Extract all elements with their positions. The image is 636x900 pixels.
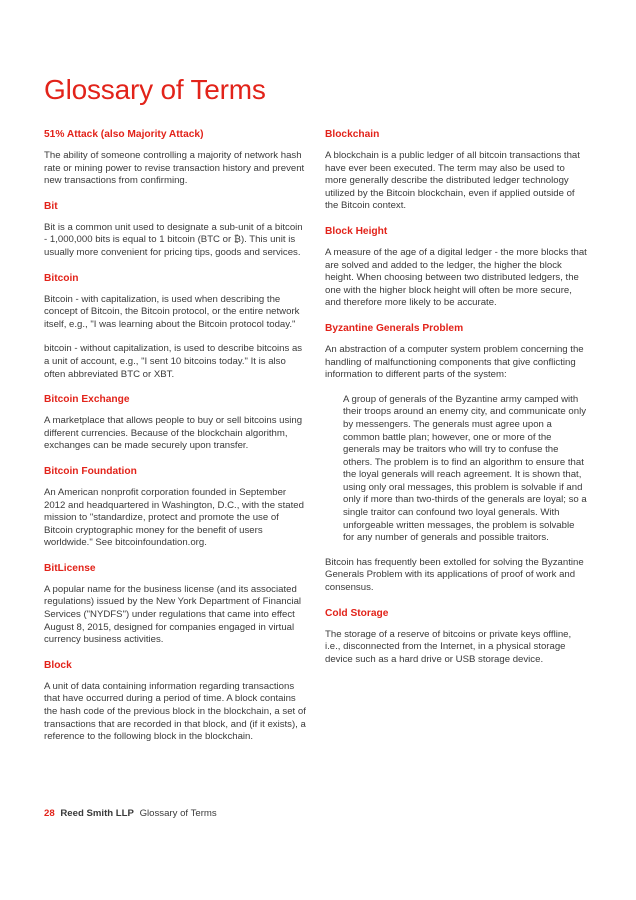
term-bitcoin-exchange: Bitcoin Exchange: [44, 394, 130, 406]
page-title: Glossary of Terms: [44, 74, 266, 105]
definition-byzantine-outro: Bitcoin has frequently been extolled for solving the Byzantine Generals Problem with its applications of proof of work and consensus.: [325, 556, 584, 594]
term-bitlicense: BitLicense: [44, 562, 96, 574]
definition-block: A unit of data containing information regarding transactions that have occurred during a period of time. A block contains the hash code of the previous block in the blockchain, a set of transactions that are recorded in that block, and (if it exists), a reference to the following block in the blockchain.: [44, 680, 306, 743]
definition-byzantine-intro: An abstraction of a computer system problem concerning the handling of malfunctioning components that give conflicting information to different parts of the system:: [325, 343, 584, 381]
definition-bitcoin-foundation: An American nonprofit corporation founded in September 2012 and headquartered in Washington, D.C., with the stated mission to "standardize, protect and promote the use of Bitcoin cryptographic money for the benefit of users worldwide." See bitcoinfoundation.org.: [44, 486, 304, 549]
page-footer: [44, 808, 217, 819]
byzantine-quote: A group of generals of the Byzantine army camped with their troops around an enemy city, and communicate only by messengers. The generals must agree upon a common battle plan; however, one or more of the generals may be traitors who will try to confuse the others. The problem is to find an algorithm to ensure that the loyal generals will reach agreement. It is shown that, using only oral messages, this problem is solvable if and only if more than two-thirds of the generals are loyal; so a single traitor can confound two loyal generals. With unforgeable written messages, the problem is solvable for any number of generals and possible traitors.: [343, 393, 587, 544]
definition-bitcoin-capitalized: Bitcoin - with capitalization, is used when describing the concept of Bitcoin, the Bitcoin protocol, or the entire network itself, e.g., "I was learning about the Bitcoin protocol today.": [44, 293, 300, 330]
definition-block-height: A measure of the age of a digital ledger - the more blocks that are solved and added to the ledger, the higher the block height. When choosing between two distributed ledgers, the one with the higher block height will often be more secure, and therefore more likely to be accurate.: [325, 246, 587, 309]
right-column: [325, 128, 587, 678]
definition-bitcoin-lowercase: bitcoin - without capitalization, is used to describe bitcoins as a unit of account, e.g., "I sent 10 bitcoins today." It is also often abbreviated BTC or XBT.: [44, 343, 303, 380]
term-block-height: Block Height: [325, 225, 388, 237]
definition-bit: Bit is a common unit used to designate a sub-unit of a bitcoin - 1,000,000 bits is equal to 1 bitcoin (BTC or ₿). This unit is usually more convenient for pricing tips, goods and services.: [44, 221, 303, 258]
definition-bitlicense: A popular name for the business license (and its associated regulations) issued by the New York Department of Financial Services ("NYDFS") under regulations that came into effect August 8, 2015, designed for companies engaged in virtual currency business activities.: [44, 583, 302, 646]
definition-blockchain: A blockchain is a public ledger of all bitcoin transactions that have ever been executed. The term may also be used to more generally describe the distributed ledger technology utilized by the Bitcoin blockchain, even if applied outside of the Bitcoin context.: [325, 150, 580, 212]
term-51-attack: 51% Attack (also Majority Attack): [44, 129, 204, 140]
footer-section-title: Glossary of Terms: [139, 808, 217, 819]
page-number: 28: [44, 808, 55, 819]
term-blockchain: Blockchain: [325, 129, 380, 140]
term-bitcoin: Bitcoin: [44, 272, 79, 284]
firm-name: Reed Smith LLP: [60, 808, 134, 819]
definition-51-attack: The ability of someone controlling a majority of network hash rate or mining power to revise transaction history and prevent new transactions from confirming.: [44, 150, 305, 187]
left-column: [44, 128, 306, 756]
term-bitcoin-foundation: Bitcoin Foundation: [44, 465, 137, 477]
definition-bitcoin-exchange: A marketplace that allows people to buy or sell bitcoins using different currencies. Because of the blockchain algorithm, exchanges can be made securely upon transfer.: [44, 415, 303, 452]
term-cold-storage: Cold Storage: [325, 607, 389, 619]
term-block: Block: [44, 659, 72, 671]
definition-cold-storage: The storage of a reserve of bitcoins or private keys offline, i.e., disconnected from the Internet, in a physical storage device such as a hard drive or USB storage device.: [325, 628, 572, 665]
term-bit: Bit: [44, 200, 58, 212]
term-byzantine-generals-problem: Byzantine Generals Problem: [325, 322, 464, 334]
